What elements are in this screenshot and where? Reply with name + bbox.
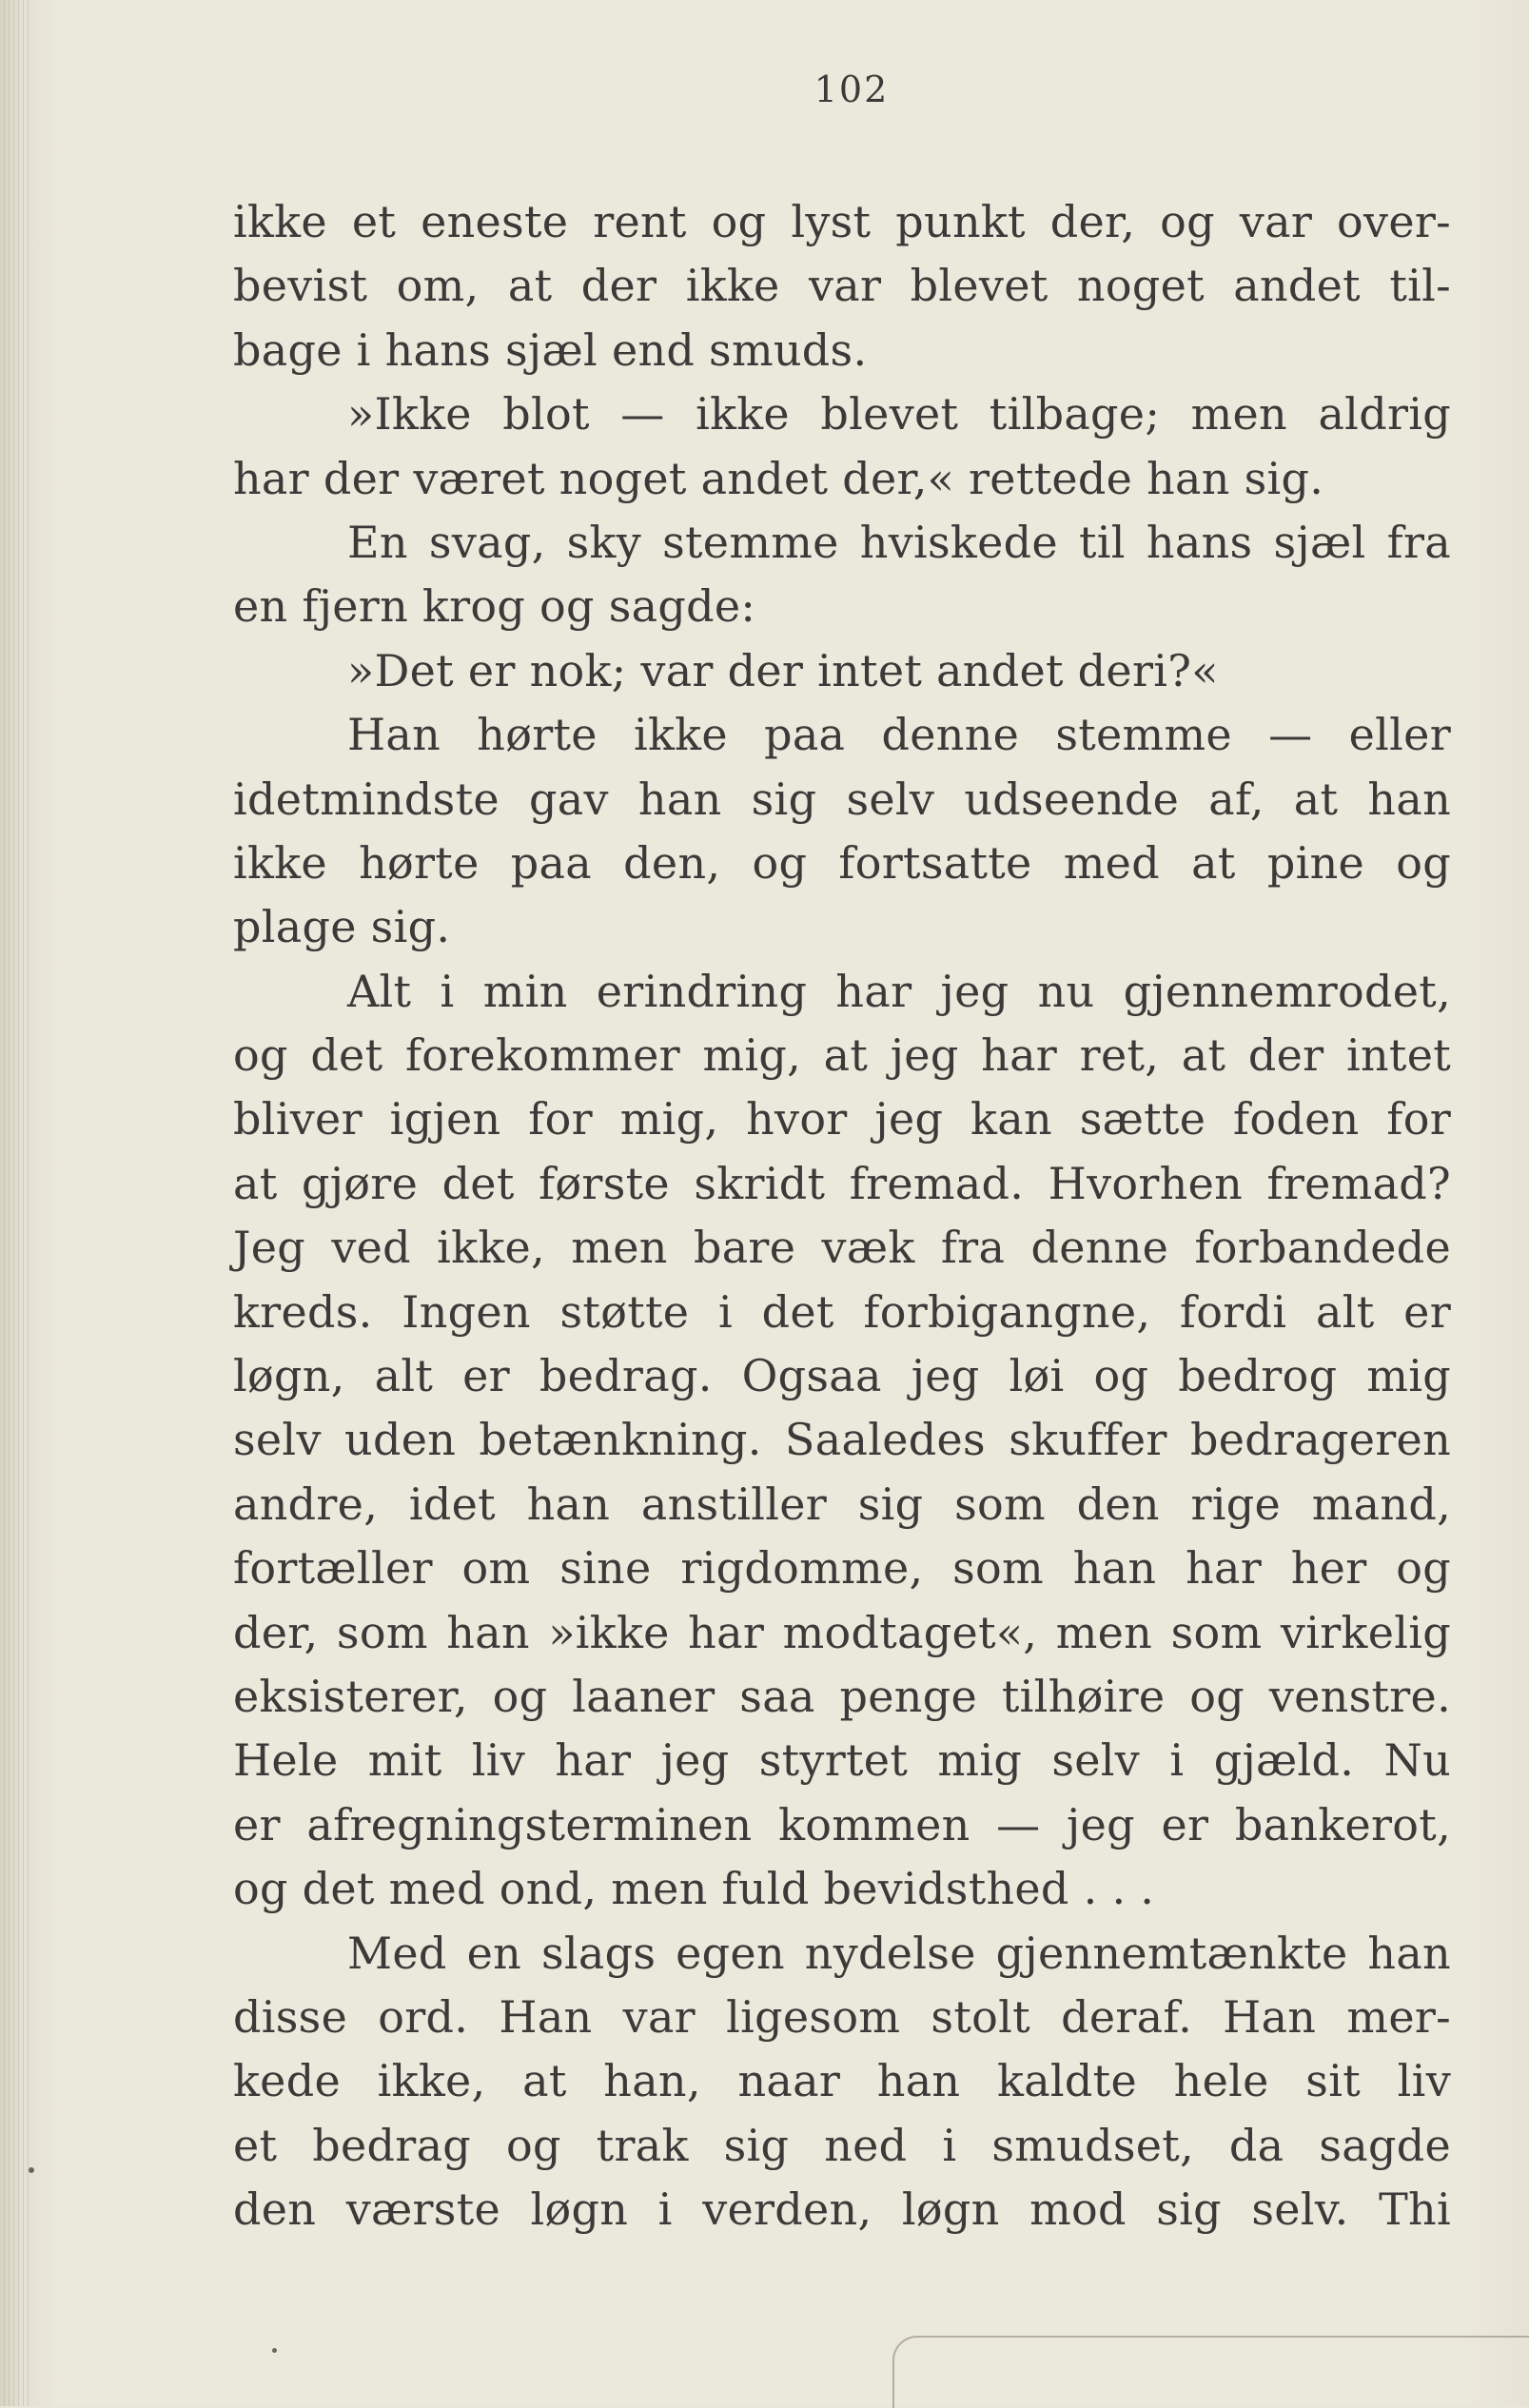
text-line: der, som han »ikke har modtaget«, men som virkelig — [233, 1606, 1451, 1658]
text-line: ikke hørte paa den, og fortsatte med at pine og — [233, 836, 1451, 889]
text-line: »Ikke blot — ikke blevet tilbage; men aldrig — [347, 388, 1451, 440]
text-line: en fjern krog og sagde: — [233, 580, 756, 633]
text-line: har der været noget andet der,« rettede han sig. — [233, 452, 1324, 504]
text-line: Jeg ved ikke, men bare væk fra denne forbandede — [233, 1222, 1451, 1274]
text-line: og det med ond, men fuld bevidsthed . . . — [233, 1863, 1155, 1915]
text-line: bevist om, at der ikke var blevet noget andet til- — [233, 260, 1451, 312]
text-line: Med en slags egen nydelse gjennemtænkte han — [347, 1927, 1451, 1979]
text-line: fortæller om sine rigdomme, som han har her og — [233, 1542, 1451, 1595]
text-line: ikke et eneste rent og lyst punkt der, og var over- — [233, 196, 1451, 247]
text-line: et bedrag og trak sig ned i smudset, da sagde — [233, 2119, 1451, 2171]
page-corner-mark — [892, 2336, 1529, 2408]
text-line: disse ord. Han var ligesom stolt deraf. Han mer- — [233, 1990, 1451, 2043]
text-line: selv uden betænkning. Saaledes skuffer bedrageren — [233, 1414, 1451, 1466]
body-text — [233, 190, 1451, 2242]
text-line: Hele mit liv har jeg styrtet mig selv i gjæld. Nu — [233, 1734, 1451, 1787]
text-line: Han hørte ikke paa denne stemme — eller — [347, 709, 1451, 761]
text-line: plage sig. — [233, 901, 451, 953]
text-line: løgn, alt er bedrag. Ogsaa jeg løi og bedrog mig — [233, 1350, 1451, 1402]
text-line: er afregningsterminen kommen — jeg er bankerot, — [233, 1798, 1451, 1850]
text-line: En svag, sky stemme hviskede til hans sjæl fra — [347, 516, 1451, 568]
text-line: bage i hans sjæl end smuds. — [233, 323, 868, 376]
text-line: at gjøre det første skridt fremad. Hvorhen fremad? — [233, 1157, 1451, 1209]
text-line: kreds. Ingen støtte i det forbigangne, fordi alt er — [233, 1285, 1451, 1338]
text-line: bliver igjen for mig, hvor jeg kan sætte foden for — [233, 1093, 1451, 1145]
text-line: kede ikke, at han, naar han kaldte hele sit liv — [233, 2055, 1451, 2107]
text-line: idetmindste gav han sig selv udseende af, at han — [233, 773, 1451, 825]
text-line: den værste løgn i verden, løgn mod sig selv. Thi — [233, 2183, 1451, 2236]
text-line: og det forekommer mig, at jeg har ret, at der intet — [233, 1029, 1451, 1082]
text-line: Alt i min erindring har jeg nu gjennemrodet, — [347, 965, 1451, 1017]
ink-speck — [29, 2167, 34, 2173]
text-line: andre, idet han anstiller sig som den rige mand, — [233, 1478, 1451, 1530]
text-line: »Det er nok; var der intet andet deri?« — [347, 644, 1219, 696]
page-number: 102 — [814, 69, 890, 110]
ink-speck — [272, 2348, 277, 2353]
text-line: eksisterer, og laaner saa penge tilhøire og venstre. — [233, 1670, 1451, 1722]
page-gutter — [4, 0, 29, 2406]
